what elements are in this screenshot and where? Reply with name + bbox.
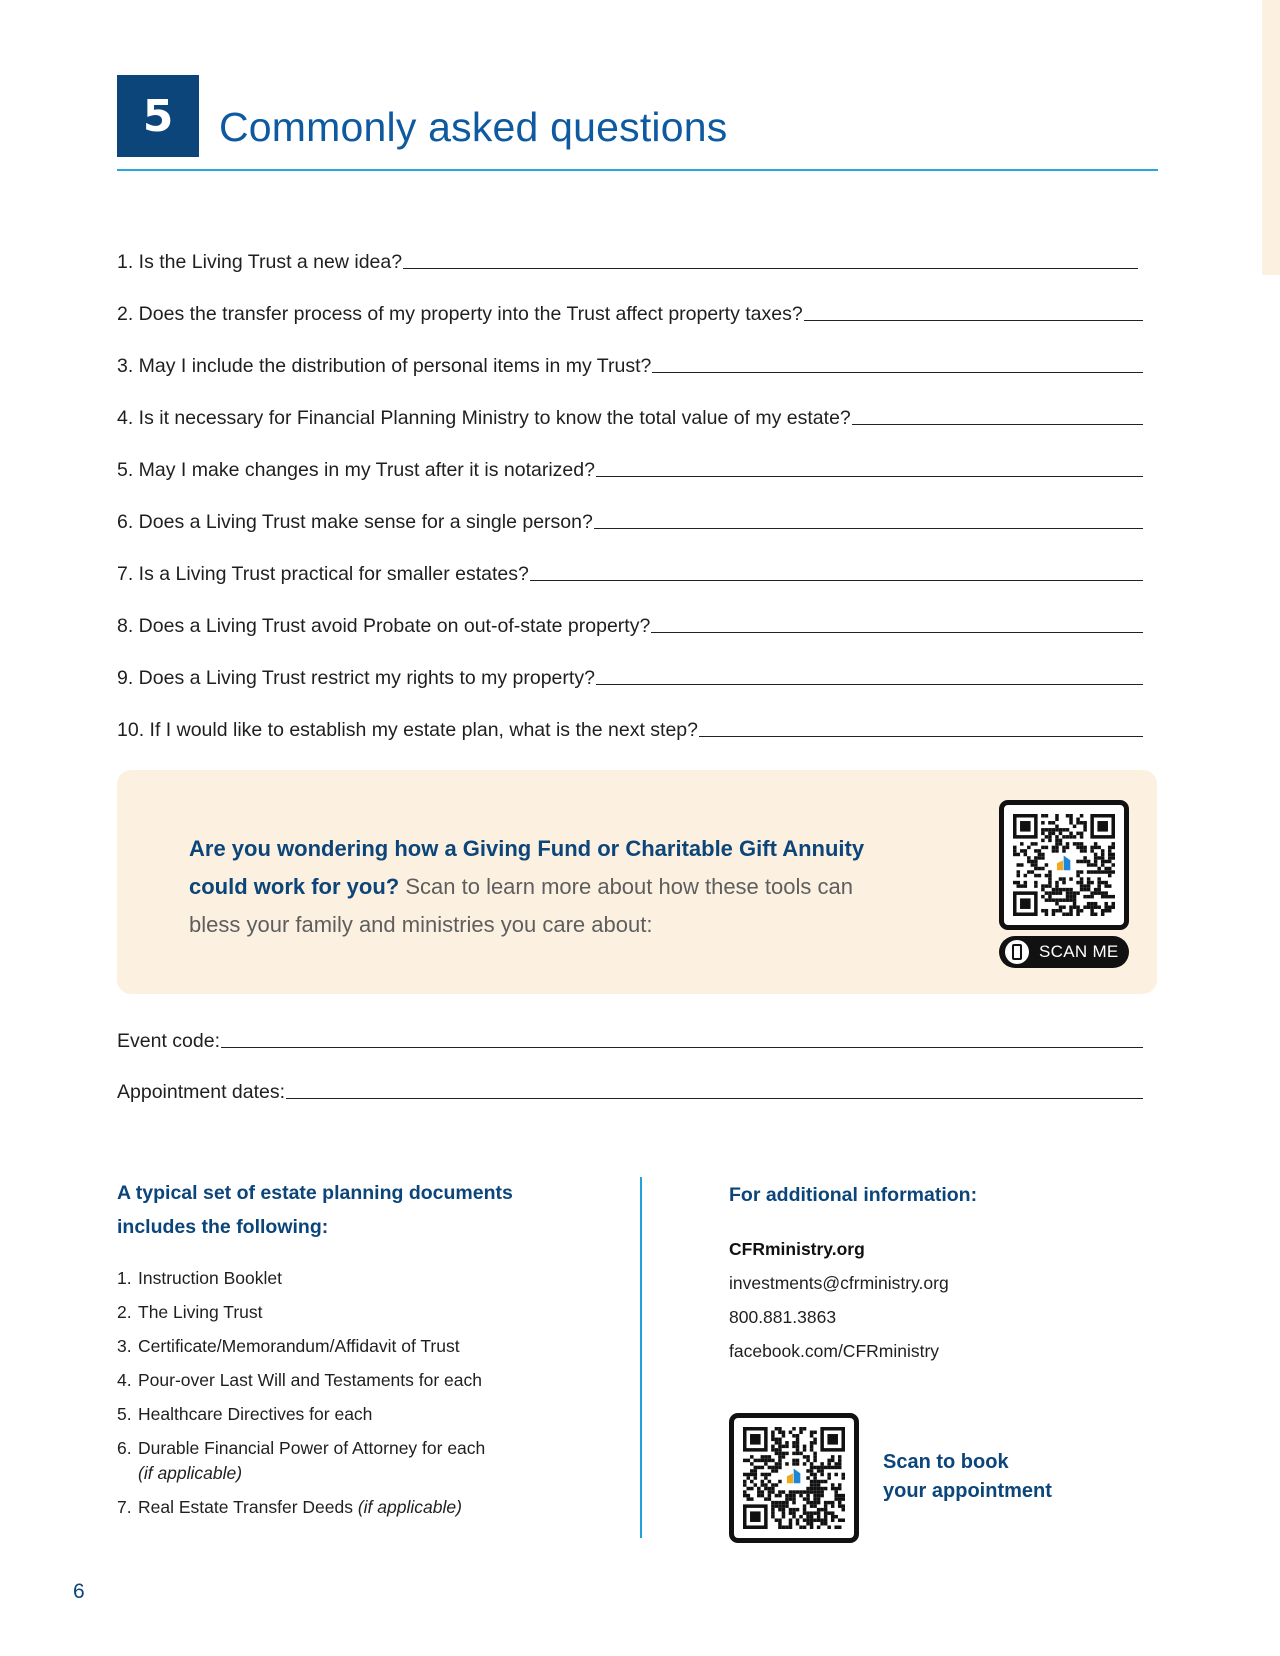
question-row bbox=[117, 378, 1143, 430]
item-number: 4. bbox=[117, 1370, 132, 1390]
question-text: 2. Does the transfer process of my property into the Trust affect property taxes? bbox=[117, 303, 803, 325]
item-text: Real Estate Transfer Deeds bbox=[138, 1497, 358, 1517]
facebook-link[interactable]: facebook.com/CFRministry bbox=[729, 1341, 940, 1361]
answer-line[interactable] bbox=[699, 736, 1143, 737]
answer-line[interactable] bbox=[852, 424, 1143, 425]
scan-me-label: SCAN ME bbox=[1039, 942, 1119, 961]
answer-line[interactable] bbox=[651, 632, 1143, 633]
item-text: Certificate/Memorandum/Affidavit of Trust bbox=[138, 1336, 460, 1356]
question-row bbox=[117, 222, 1143, 274]
scan-me-badge[interactable] bbox=[999, 936, 1129, 968]
appointment-dates-input-line[interactable] bbox=[286, 1098, 1143, 1099]
page-title: Commonly asked questions bbox=[219, 104, 728, 150]
document-item bbox=[117, 1436, 577, 1486]
question-text: 6. Does a Living Trust make sense for a single person? bbox=[117, 511, 593, 533]
question-row bbox=[117, 586, 1143, 638]
answer-line[interactable] bbox=[596, 684, 1143, 685]
giving-fund-callout bbox=[117, 770, 1157, 994]
question-text: 10. If I would like to establish my estate plan, what is the next step? bbox=[117, 719, 698, 741]
document-item bbox=[117, 1266, 577, 1291]
item-text: Instruction Booklet bbox=[138, 1268, 282, 1288]
contact-info-section bbox=[729, 1184, 1149, 1362]
question-row bbox=[117, 638, 1143, 690]
questions-list bbox=[117, 222, 1143, 742]
item-number: 3. bbox=[117, 1336, 132, 1356]
qr-code-icon bbox=[1013, 814, 1115, 916]
appointment-dates-label: Appointment dates: bbox=[117, 1081, 286, 1103]
documents-section bbox=[117, 1176, 577, 1529]
document-item bbox=[117, 1300, 577, 1325]
column-divider bbox=[640, 1177, 642, 1538]
answer-line[interactable] bbox=[652, 372, 1143, 373]
question-text: 1. Is the Living Trust a new idea? bbox=[117, 251, 403, 273]
item-text: Pour-over Last Will and Testaments for each bbox=[138, 1370, 483, 1390]
callout-body: Scan to learn more about how these tools can bless your family and ministries you care about: bbox=[189, 874, 853, 937]
callout-question: Are you wondering how a Giving Fund or Charitable Gift Annuity could work for you? bbox=[189, 836, 865, 899]
item-number: 5. bbox=[117, 1404, 132, 1424]
answer-line[interactable] bbox=[530, 580, 1143, 581]
giving-fund-qr-code[interactable] bbox=[999, 800, 1129, 930]
question-row bbox=[117, 274, 1143, 326]
answer-line[interactable] bbox=[403, 268, 1138, 269]
qr-code-icon bbox=[743, 1427, 845, 1529]
section-number-badge: 5 bbox=[117, 75, 199, 157]
question-text: 9. Does a Living Trust restrict my rights to my property? bbox=[117, 667, 595, 689]
document-item bbox=[117, 1368, 577, 1393]
info-heading: For additional information: bbox=[729, 1184, 978, 1206]
phone-number[interactable]: 800.881.3863 bbox=[729, 1307, 837, 1327]
documents-list bbox=[117, 1266, 577, 1520]
question-row bbox=[117, 430, 1143, 482]
book-label-line1: Scan to book bbox=[883, 1451, 1009, 1473]
item-number: 7. bbox=[117, 1497, 132, 1517]
appointment-dates-field bbox=[117, 1074, 1143, 1104]
document-item bbox=[117, 1402, 577, 1427]
event-code-input-line[interactable] bbox=[221, 1047, 1143, 1048]
item-text: Healthcare Directives for each bbox=[138, 1404, 373, 1424]
website-link[interactable]: CFRministry.org bbox=[729, 1239, 865, 1259]
item-note: (if applicable) bbox=[357, 1497, 462, 1517]
email-link[interactable]: investments@cfrministry.org bbox=[729, 1273, 949, 1293]
book-appointment-label bbox=[883, 1448, 1052, 1506]
question-text: 7. Is a Living Trust practical for smaller estates? bbox=[117, 563, 529, 585]
question-text: 4. Is it necessary for Financial Planning Ministry to know the total value of my estate? bbox=[117, 407, 851, 429]
item-text: Durable Financial Power of Attorney for each bbox=[138, 1438, 486, 1458]
document-item bbox=[117, 1334, 577, 1359]
item-number: 1. bbox=[117, 1268, 132, 1288]
answer-line[interactable] bbox=[596, 476, 1143, 477]
question-row bbox=[117, 326, 1143, 378]
item-number: 2. bbox=[117, 1302, 132, 1322]
event-code-field bbox=[117, 1023, 1143, 1053]
question-text: 3. May I include the distribution of personal items in my Trust? bbox=[117, 355, 652, 377]
page-number: 6 bbox=[73, 1580, 85, 1603]
item-text: The Living Trust bbox=[138, 1302, 263, 1322]
side-tab-decoration bbox=[1262, 0, 1280, 275]
question-row bbox=[117, 482, 1143, 534]
question-text: 5. May I make changes in my Trust after it is notarized? bbox=[117, 459, 595, 481]
question-row bbox=[117, 534, 1143, 586]
book-appointment-qr-code[interactable] bbox=[729, 1413, 859, 1543]
item-note: (if applicable) bbox=[138, 1463, 243, 1483]
callout-text bbox=[189, 830, 909, 944]
answer-line[interactable] bbox=[804, 320, 1143, 321]
phone-icon bbox=[1005, 940, 1029, 964]
document-item bbox=[117, 1495, 577, 1520]
item-number: 6. bbox=[117, 1438, 132, 1458]
question-text: 8. Does a Living Trust avoid Probate on out-of-state property? bbox=[117, 615, 651, 637]
documents-heading: A typical set of estate planning documents includes the following: bbox=[117, 1182, 513, 1238]
answer-line[interactable] bbox=[594, 528, 1143, 529]
event-code-label: Event code: bbox=[117, 1030, 220, 1052]
header-divider bbox=[117, 169, 1158, 171]
book-label-line2: your appointment bbox=[883, 1480, 1052, 1502]
question-row bbox=[117, 690, 1143, 742]
